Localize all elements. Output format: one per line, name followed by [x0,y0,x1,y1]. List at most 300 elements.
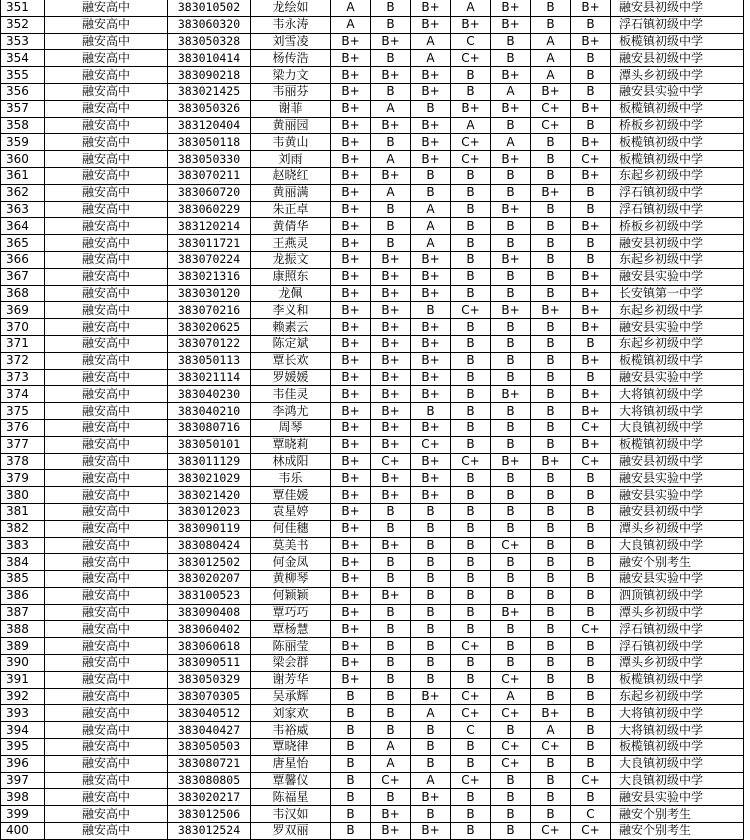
graduating-school-cell: 融安县实验中学 [611,487,744,504]
grade-2-cell: B+ [371,369,411,386]
grade-7-cell: B+ [571,218,611,235]
grade-2-cell: B+ [371,587,411,604]
row-number-cell: 386 [1,587,45,604]
student-name-cell: 韦黄山 [251,134,331,151]
grade-7-cell: B [571,83,611,100]
grade-1-cell: B [331,722,371,739]
grade-1-cell: B+ [331,403,371,420]
grade-6-cell: A [531,722,571,739]
student-id-cell: 383012506 [168,806,251,823]
student-name-cell: 赖素云 [251,319,331,336]
student-id-cell: 383040210 [168,403,251,420]
grade-4-cell: B [451,537,491,554]
admitted-school-cell: 融安高中 [45,806,168,823]
grade-2-cell: A [371,755,411,772]
student-name-cell: 杨传浩 [251,50,331,67]
grade-1-cell: B+ [331,386,371,403]
grade-1-cell: B [331,739,371,756]
grade-3-cell: A [411,705,451,722]
graduating-school-cell: 板榄镇初级中学 [611,671,744,688]
admitted-school-cell: 融安高中 [45,386,168,403]
grade-7-cell: B [571,604,611,621]
grade-4-cell: B [451,184,491,201]
graduating-school-cell: 桥板乡初级中学 [611,218,744,235]
grade-7-cell: B [571,470,611,487]
grade-3-cell: B+ [411,151,451,168]
grade-5-cell: B [491,285,531,302]
student-name-cell: 黄丽满 [251,184,331,201]
student-id-cell: 383060229 [168,201,251,218]
student-name-cell: 覃杨慧 [251,621,331,638]
row-number-cell: 351 [1,0,45,16]
student-name-cell: 黄柳琴 [251,571,331,588]
table-row [1,571,744,588]
grade-5-cell: B+ [491,0,531,16]
grade-7-cell: B [571,587,611,604]
grade-6-cell: B [531,671,571,688]
grade-5-cell: B [491,587,531,604]
grade-7-cell: B [571,503,611,520]
graduating-school-cell: 融安个别考生 [611,806,744,823]
graduating-school-cell: 板榄镇初级中学 [611,352,744,369]
admitted-school-cell: 融安高中 [45,352,168,369]
grade-3-cell: B [411,537,451,554]
grade-7-cell: B [571,789,611,806]
grade-3-cell: C+ [411,436,451,453]
admitted-school-cell: 融安高中 [45,100,168,117]
admitted-school-cell: 融安高中 [45,537,168,554]
grade-4-cell: B+ [451,100,491,117]
grade-1-cell: B+ [331,671,371,688]
table-row [1,638,744,655]
student-id-cell: 383070305 [168,688,251,705]
student-id-cell: 383011129 [168,453,251,470]
grade-6-cell: B [531,655,571,672]
student-id-cell: 383021420 [168,487,251,504]
grade-7-cell: C+ [571,419,611,436]
grade-5-cell: B [491,352,531,369]
grade-6-cell: A [531,33,571,50]
grade-7-cell: B [571,235,611,252]
student-id-cell: 383070122 [168,335,251,352]
grade-5-cell: B [491,369,531,386]
grade-4-cell: B [451,755,491,772]
row-number-cell: 395 [1,739,45,756]
grade-7-cell: B [571,184,611,201]
student-id-cell: 383010414 [168,50,251,67]
row-number-cell: 392 [1,688,45,705]
row-number-cell: 367 [1,268,45,285]
student-id-cell: 383050326 [168,100,251,117]
admitted-school-cell: 融安高中 [45,604,168,621]
row-number-cell: 362 [1,184,45,201]
grade-3-cell: A [411,33,451,50]
grade-4-cell: B [451,352,491,369]
grade-5-cell: B+ [491,604,531,621]
grade-1-cell: B+ [331,655,371,672]
student-id-cell: 383070211 [168,167,251,184]
table-row [1,83,744,100]
grade-7-cell: B+ [571,33,611,50]
grade-7-cell: B+ [571,134,611,151]
grade-2-cell: B [371,235,411,252]
student-id-cell: 383120404 [168,117,251,134]
admitted-school-cell: 融安高中 [45,453,168,470]
grade-2-cell: B [371,688,411,705]
grade-7-cell: B [571,67,611,84]
admitted-school-cell: 融安高中 [45,201,168,218]
grade-6-cell: B [531,167,571,184]
student-id-cell: 383050118 [168,134,251,151]
grade-2-cell: B+ [371,302,411,319]
graduating-school-cell: 融安县初级中学 [611,50,744,67]
graduating-school-cell: 融安县实验中学 [611,369,744,386]
grade-6-cell: B+ [531,705,571,722]
grade-2-cell: B [371,0,411,16]
grade-2-cell: B+ [371,167,411,184]
grade-2-cell: B+ [371,33,411,50]
admitted-school-cell: 融安高中 [45,235,168,252]
row-number-cell: 382 [1,520,45,537]
grade-6-cell: B [531,520,571,537]
grade-2-cell: B+ [371,67,411,84]
grade-3-cell: B+ [411,16,451,33]
grade-4-cell: B [451,621,491,638]
student-id-cell: 383100523 [168,587,251,604]
grade-2-cell: B+ [371,487,411,504]
grade-4-cell: B [451,655,491,672]
graduating-school-cell: 融安县实验中学 [611,571,744,588]
grade-4-cell: B [451,83,491,100]
admitted-school-cell: 融安高中 [45,419,168,436]
student-name-cell: 莫美书 [251,537,331,554]
student-id-cell: 383040230 [168,386,251,403]
grade-3-cell: B+ [411,453,451,470]
grade-3-cell: B+ [411,335,451,352]
grade-4-cell: B [451,554,491,571]
grade-2-cell: B [371,520,411,537]
grade-1-cell: B+ [331,302,371,319]
grade-6-cell: B [531,571,571,588]
grade-5-cell: B [491,806,531,823]
graduating-school-cell: 东起乡初级中学 [611,167,744,184]
grade-2-cell: B [371,655,411,672]
row-number-cell: 371 [1,335,45,352]
student-name-cell: 李鸿尤 [251,403,331,420]
admitted-school-cell: 融安高中 [45,33,168,50]
grade-1-cell: B+ [331,251,371,268]
grade-5-cell: B+ [491,100,531,117]
table-row [1,520,744,537]
admitted-school-cell: 融安高中 [45,268,168,285]
grade-3-cell: B+ [411,352,451,369]
table-row [1,436,744,453]
student-id-cell: 383012524 [168,823,251,840]
grade-5-cell: C+ [491,705,531,722]
grade-2-cell: B+ [371,251,411,268]
grade-1-cell: B+ [331,638,371,655]
grade-3-cell: B [411,755,451,772]
table-row [1,806,744,823]
grade-5-cell: B+ [491,201,531,218]
student-name-cell: 覃佳媛 [251,487,331,504]
grade-2-cell: B [371,16,411,33]
table-row [1,739,744,756]
grade-7-cell: B+ [571,285,611,302]
grade-4-cell: B [451,67,491,84]
grade-1-cell: B+ [331,184,371,201]
grade-4-cell: B [451,403,491,420]
grade-6-cell: B [531,335,571,352]
grade-7-cell: B+ [571,319,611,336]
table-row [1,755,744,772]
grade-2-cell: B+ [371,319,411,336]
student-name-cell: 朱正卓 [251,201,331,218]
table-row [1,789,744,806]
grade-3-cell: B [411,503,451,520]
table-row [1,621,744,638]
row-number-cell: 373 [1,369,45,386]
grade-4-cell: B [451,487,491,504]
admitted-school-cell: 融安高中 [45,134,168,151]
grade-5-cell: B+ [491,386,531,403]
grade-3-cell: B+ [411,419,451,436]
student-id-cell: 383012502 [168,554,251,571]
table-row [1,369,744,386]
grade-5-cell: B [491,167,531,184]
admitted-school-cell: 融安高中 [45,470,168,487]
grade-6-cell: B [531,319,571,336]
grade-5-cell: B [491,823,531,840]
grade-3-cell: B [411,520,451,537]
grade-6-cell: B [531,755,571,772]
student-name-cell: 周琴 [251,419,331,436]
grade-2-cell: B+ [371,419,411,436]
grade-6-cell: A [531,50,571,67]
graduating-school-cell: 融安县初级中学 [611,0,744,16]
grade-5-cell: B [491,50,531,67]
row-number-cell: 369 [1,302,45,319]
grade-6-cell: B [531,268,571,285]
table-row [1,419,744,436]
admitted-school-cell: 融安高中 [45,319,168,336]
grade-6-cell: B [531,436,571,453]
grade-3-cell: B [411,806,451,823]
student-name-cell: 陈定斌 [251,335,331,352]
grade-4-cell: B [451,520,491,537]
admitted-school-cell: 融安高中 [45,621,168,638]
graduating-school-cell: 浮石镇初级中学 [611,621,744,638]
grade-6-cell: B [531,419,571,436]
grade-4-cell: B [451,789,491,806]
grade-3-cell: B+ [411,319,451,336]
student-id-cell: 383080424 [168,537,251,554]
student-id-cell: 383030120 [168,285,251,302]
row-number-cell: 397 [1,772,45,789]
grade-1-cell: B+ [331,419,371,436]
grade-1-cell: B+ [331,335,371,352]
grade-2-cell: B+ [371,352,411,369]
student-id-cell: 383020625 [168,319,251,336]
grade-5-cell: B [491,117,531,134]
admitted-school-cell: 融安高中 [45,218,168,235]
row-number-cell: 358 [1,117,45,134]
grade-6-cell: B [531,587,571,604]
grade-4-cell: B [451,167,491,184]
grade-4-cell: C [451,722,491,739]
grade-7-cell: B+ [571,403,611,420]
graduating-school-cell: 浮石镇初级中学 [611,16,744,33]
grade-3-cell: B [411,184,451,201]
student-id-cell: 383050113 [168,352,251,369]
table-row [1,319,744,336]
student-name-cell: 韦汉如 [251,806,331,823]
student-name-cell: 覃晓律 [251,739,331,756]
grade-6-cell: B [531,235,571,252]
grade-3-cell: B+ [411,67,451,84]
grade-2-cell: B [371,134,411,151]
graduating-school-cell: 板榄镇初级中学 [611,134,744,151]
grade-2-cell: B+ [371,537,411,554]
grade-1-cell: B+ [331,50,371,67]
student-name-cell: 何佳穗 [251,520,331,537]
grade-7-cell: B [571,369,611,386]
grade-6-cell: B [531,403,571,420]
grade-1-cell: B [331,806,371,823]
student-id-cell: 383012023 [168,503,251,520]
student-id-cell: 383080716 [168,419,251,436]
grade-1-cell: B+ [331,167,371,184]
graduating-school-cell: 融安县初级中学 [611,235,744,252]
grade-3-cell: B+ [411,369,451,386]
grade-7-cell: B [571,755,611,772]
grade-5-cell: B [491,319,531,336]
grade-1-cell: B+ [331,117,371,134]
grade-3-cell: A [411,50,451,67]
grade-5-cell: C+ [491,755,531,772]
student-id-cell: 383060720 [168,184,251,201]
table-row [1,67,744,84]
table-row [1,33,744,50]
admitted-school-cell: 融安高中 [45,655,168,672]
grade-6-cell: B [531,806,571,823]
table-row [1,184,744,201]
student-name-cell: 韦佳灵 [251,386,331,403]
grade-4-cell: B+ [451,16,491,33]
grade-2-cell: A [371,100,411,117]
grade-4-cell: B [451,319,491,336]
row-number-cell: 361 [1,167,45,184]
admitted-school-cell: 融安高中 [45,789,168,806]
row-number-cell: 379 [1,470,45,487]
row-number-cell: 359 [1,134,45,151]
grade-1-cell: B [331,772,371,789]
grade-3-cell: B+ [411,251,451,268]
admitted-school-cell: 融安高中 [45,50,168,67]
grade-5-cell: B [491,218,531,235]
student-name-cell: 谢菲 [251,100,331,117]
row-number-cell: 376 [1,419,45,436]
grade-1-cell: B+ [331,621,371,638]
grade-6-cell: B [531,16,571,33]
grade-2-cell: B [371,671,411,688]
student-name-cell: 袁星婷 [251,503,331,520]
graduating-school-cell: 板榄镇初级中学 [611,436,744,453]
grade-6-cell: B [531,789,571,806]
grade-2-cell: B+ [371,436,411,453]
student-name-cell: 陈丽莹 [251,638,331,655]
admitted-school-cell: 融安高中 [45,638,168,655]
grade-3-cell: B [411,100,451,117]
grade-5-cell: B [491,268,531,285]
student-name-cell: 刘雪凌 [251,33,331,50]
table-row [1,16,744,33]
student-id-cell: 383060402 [168,621,251,638]
table-row [1,134,744,151]
row-number-cell: 400 [1,823,45,840]
grade-5-cell: B [491,487,531,504]
table-row [1,285,744,302]
graduating-school-cell: 东起乡初级中学 [611,335,744,352]
grade-2-cell: B+ [371,470,411,487]
grade-7-cell: C+ [571,772,611,789]
table-row [1,705,744,722]
grade-2-cell: A [371,151,411,168]
student-id-cell: 383050328 [168,33,251,50]
grade-2-cell: B [371,571,411,588]
grade-5-cell: B [491,638,531,655]
admitted-school-cell: 融安高中 [45,302,168,319]
grade-1-cell: A [331,0,371,16]
grade-1-cell: B+ [331,453,371,470]
admitted-school-cell: 融安高中 [45,571,168,588]
student-name-cell: 龙绘如 [251,0,331,16]
grade-5-cell: B [491,436,531,453]
grade-4-cell: C+ [451,638,491,655]
admitted-school-cell: 融安高中 [45,251,168,268]
grade-7-cell: B [571,117,611,134]
student-name-cell: 覃晓莉 [251,436,331,453]
grade-7-cell: C [571,806,611,823]
grade-6-cell: C+ [531,739,571,756]
grade-5-cell: B [491,655,531,672]
admitted-school-cell: 融安高中 [45,335,168,352]
grade-5-cell: B [491,470,531,487]
graduating-school-cell: 潭头乡初级中学 [611,67,744,84]
grade-5-cell: B [491,722,531,739]
grade-6-cell: B+ [531,302,571,319]
student-id-cell: 383021425 [168,83,251,100]
graduating-school-cell: 融安县初级中学 [611,453,744,470]
grade-7-cell: B [571,638,611,655]
row-number-cell: 360 [1,151,45,168]
grade-4-cell: C+ [451,134,491,151]
grade-5-cell: B+ [491,302,531,319]
admitted-school-cell: 融安高中 [45,772,168,789]
graduating-school-cell: 大良镇初级中学 [611,772,744,789]
student-name-cell: 唐星怡 [251,755,331,772]
grade-6-cell: B [531,0,571,16]
grade-6-cell: B [531,487,571,504]
grade-1-cell: B+ [331,100,371,117]
grade-3-cell: B [411,671,451,688]
admitted-school-cell: 融安高中 [45,167,168,184]
grade-3-cell: B [411,302,451,319]
grade-3-cell: B+ [411,0,451,16]
grade-7-cell: B+ [571,436,611,453]
graduating-school-cell: 融安县初级中学 [611,503,744,520]
grade-2-cell: B [371,722,411,739]
